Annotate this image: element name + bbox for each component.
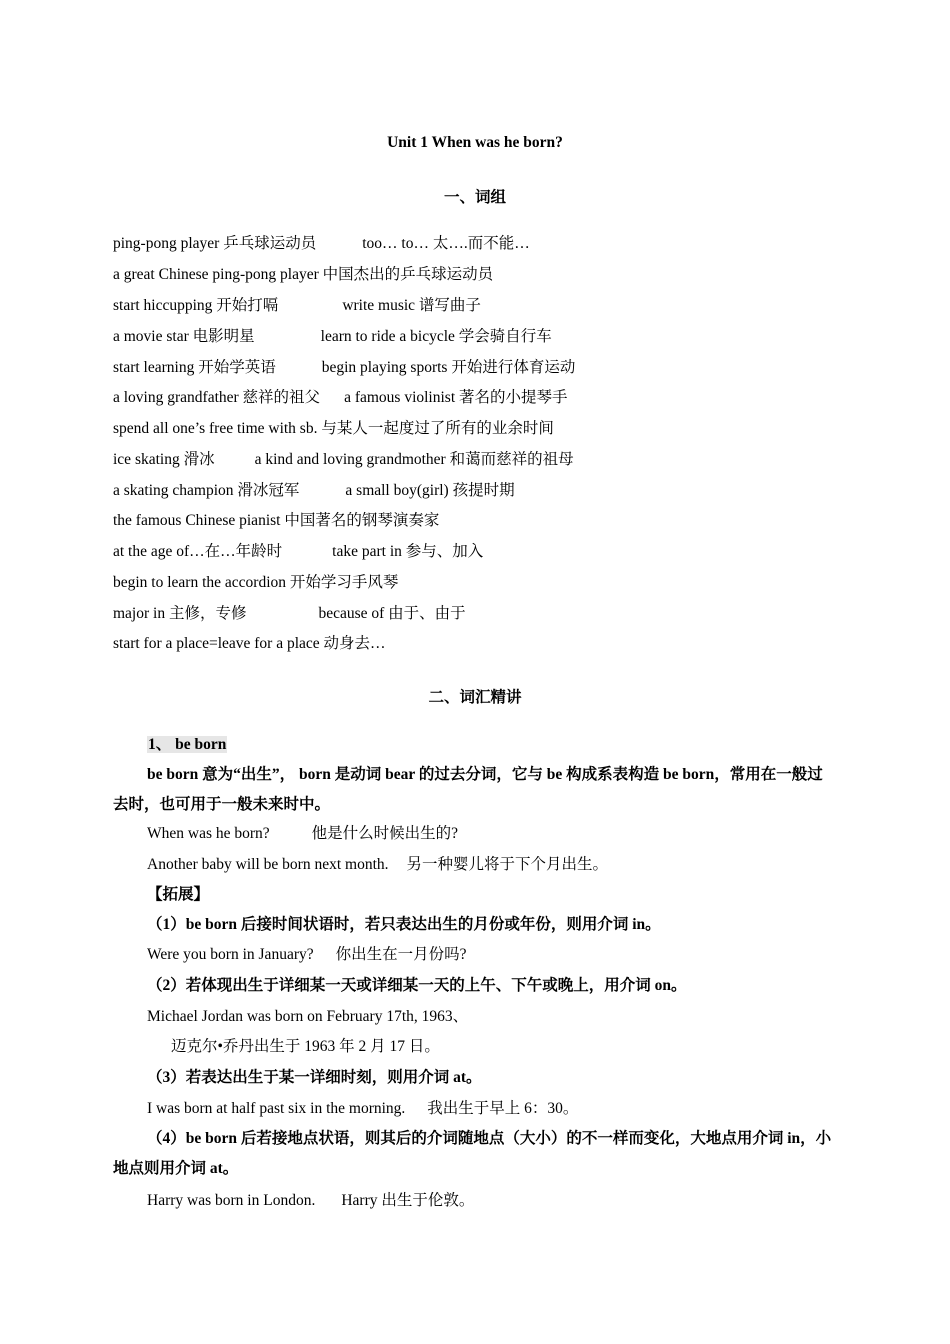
phrase: a movie star 电影明星 xyxy=(113,328,255,345)
phrase: learn to ride a bicycle 学会骑自行车 xyxy=(320,328,552,345)
phrase: spend all one’s free time with sb. 与某人一起度过了所有的业余时间 xyxy=(113,420,554,437)
phrase: start hiccupping 开始打嗝 xyxy=(113,297,279,314)
item-heading xyxy=(147,735,227,755)
rule-line: （3）若表达出生于某一详细时刻，则用介词 at。 xyxy=(147,1069,482,1086)
rule-line: （2）若体现出生于详细某一天或详细某一天的上午、下午或晚上，用介词 on。 xyxy=(147,977,687,994)
example-line xyxy=(147,1099,578,1119)
phrase: take part in 参与、加入 xyxy=(332,543,484,560)
phrase-line xyxy=(113,481,515,501)
example-line xyxy=(147,824,458,844)
page-title: Unit 1 When was he born? xyxy=(387,134,563,151)
phrase: ping-pong player 乒乓球运动员 xyxy=(113,235,317,252)
phrase-line xyxy=(113,234,530,254)
expand-label: 【拓展】 xyxy=(147,886,210,903)
example-cn: 我出生于早上 6：30。 xyxy=(427,1100,579,1117)
phrase-line xyxy=(113,573,398,593)
section-heading-phrases: 一、词组 xyxy=(443,189,506,206)
phrase: at the age of…在…年龄时 xyxy=(113,543,283,560)
phrase-line xyxy=(113,265,493,285)
phrase: a great Chinese ping-pong player 中国杰出的乒乓球运动员 xyxy=(113,266,494,283)
phrase: a small boy(girl) 孩提时期 xyxy=(345,482,515,499)
phrase: ice skating 滑冰 xyxy=(113,451,215,468)
section-heading-vocab: 二、词汇精讲 xyxy=(428,689,522,706)
example-cn: 他是什么时候出生的? xyxy=(311,825,459,842)
rule-paragraph: （4）be born 后若接地点状语，则其后的介词随地点（大小）的不一样而变化，大地点用介词 in，小地点则用介词 at。 xyxy=(113,1130,832,1177)
phrase-line xyxy=(113,542,483,562)
phrase: a famous violinist 著名的小提琴手 xyxy=(344,389,568,406)
phrase-line xyxy=(113,419,554,439)
phrase-line xyxy=(113,511,439,531)
phrase: begin playing sports 开始进行体育运动 xyxy=(321,359,576,376)
phrase: because of 由于、由于 xyxy=(318,605,466,622)
phrase: write music 谱写曲子 xyxy=(342,297,481,314)
phrase: major in 主修，专修 xyxy=(113,605,247,622)
example-cn: 另一种婴儿将于下个月出生。 xyxy=(406,856,609,873)
phrase-line xyxy=(113,634,386,654)
phrase-line xyxy=(113,358,575,378)
phrase: begin to learn the accordion 开始学习手风琴 xyxy=(113,574,399,591)
example-en: When was he born? xyxy=(147,825,270,842)
phrase: start learning 开始学英语 xyxy=(113,359,276,376)
rule-line: （1）be born 后接时间状语时，若只表达出生的月份或年份，则用介词 in。 xyxy=(147,916,661,933)
phrase: the famous Chinese pianist 中国著名的钢琴演奏家 xyxy=(113,512,440,529)
phrase: start for a place=leave for a place 动身去… xyxy=(113,635,386,652)
example-en: Another baby will be born next month. xyxy=(147,856,389,873)
example-line xyxy=(147,945,467,965)
example-cn: 你出生在一月份吗? xyxy=(335,946,467,963)
example-line xyxy=(147,855,608,875)
example-en: Harry was born in London. xyxy=(147,1192,316,1209)
example-line xyxy=(147,1191,474,1211)
phrase: a skating champion 滑冰冠军 xyxy=(113,482,300,499)
example-line: 迈克尔•乔丹出生于 1963 年 2 月 17 日。 xyxy=(171,1038,440,1055)
phrase-line xyxy=(113,388,568,408)
example-cn: Harry 出生于伦敦。 xyxy=(341,1192,475,1209)
example-en: Were you born in January? xyxy=(147,946,314,963)
phrase: too… to… 太….而不能… xyxy=(362,235,530,252)
explanation-paragraph: be born 意为“出生”， born 是动词 bear 的过去分词，它与 be 构成系表构造 be born，常用在一般过去时，也可用于一般未来时中。 xyxy=(113,766,823,813)
phrase: a kind and loving grandmother 和蔼而慈祥的祖母 xyxy=(254,451,574,468)
item-heading-text: 1、 be born xyxy=(148,736,227,753)
example-en: I was born at half past six in the morning. xyxy=(147,1100,406,1117)
example-line: Michael Jordan was born on February 17th, 1963、 xyxy=(147,1008,469,1025)
phrase: a loving grandfather 慈祥的祖父 xyxy=(113,389,321,406)
phrase-line xyxy=(113,604,466,624)
phrase-line xyxy=(113,450,574,470)
phrase-line xyxy=(113,327,552,347)
phrase-line xyxy=(113,296,481,316)
